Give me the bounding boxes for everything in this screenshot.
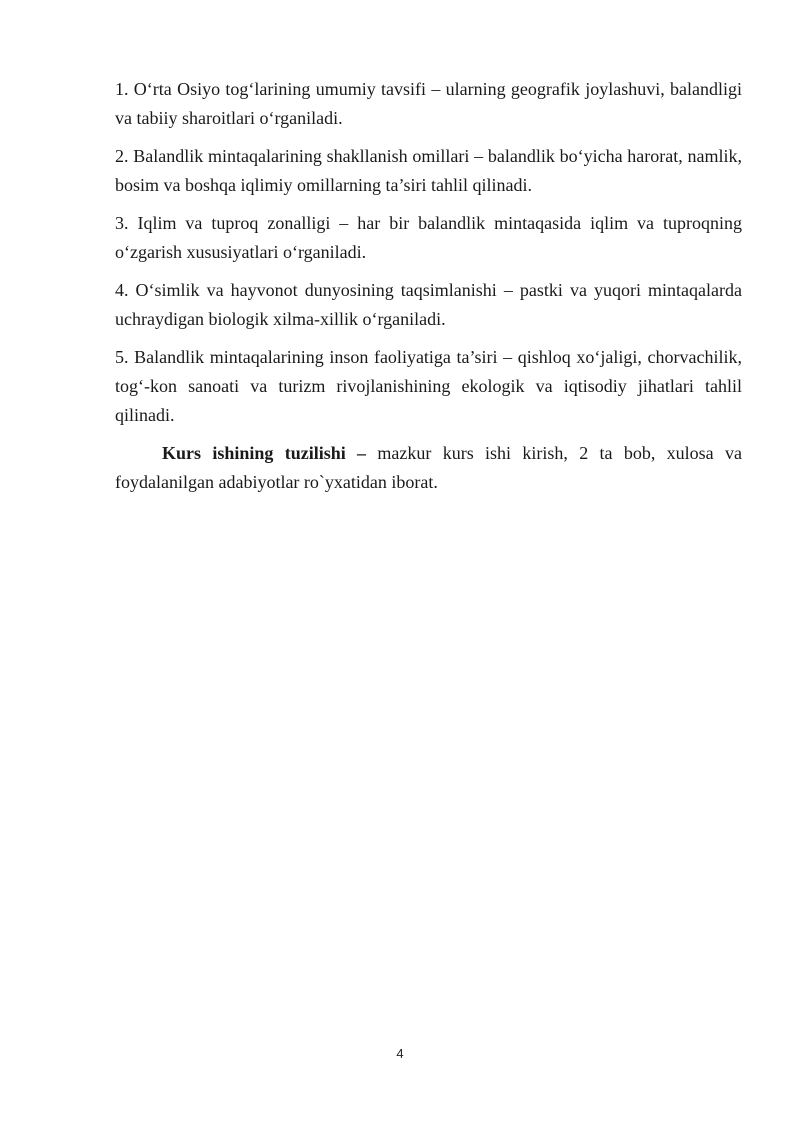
list-item-4: 4. O‘simlik va hayvonot dunyosining taqsimlanishi – pastki va yuqori mintaqalarda uchraydigan biologik xilma-xillik o‘rganiladi. [115,280,742,329]
list-item-2: 2. Balandlik mintaqalarining shakllanish omillari – balandlik bo‘yicha harorat, namlik, bosim va boshqa iqlimiy omillarning ta’siri tahlil qilinadi. [115,146,742,195]
page-number: 4 [396,1046,404,1061]
structure-heading: Kurs ishining tuzilishi – [162,443,367,463]
list-item-1: 1. O‘rta Osiyo tog‘larining umumiy tavsifi – ularning geografik joylashuvi, balandligi va tabiiy sharoitlari o‘rganiladi. [115,79,742,128]
structure-text: mazkur kurs ishi kirish, 2 ta bob, xulosa va foydalanilgan adabiyotlar ro`yxatidan iborat. [115,443,742,492]
page-content [115,75,742,506]
list-item-3: 3. Iqlim va tuproq zonalligi – har bir balandlik mintaqasida iqlim va tuproqning o‘zgarish xususiyatlari o‘rganiladi. [115,213,742,262]
list-item-5: 5. Balandlik mintaqalarining inson faoliyatiga ta’siri – qishloq xo‘jaligi, chorvachilik, tog‘-kon sanoati va turizm rivojlanishining ekologik va iqtisodiy jihatlari tahlil qilinadi. [115,347,742,425]
structure-paragraph [115,439,742,497]
